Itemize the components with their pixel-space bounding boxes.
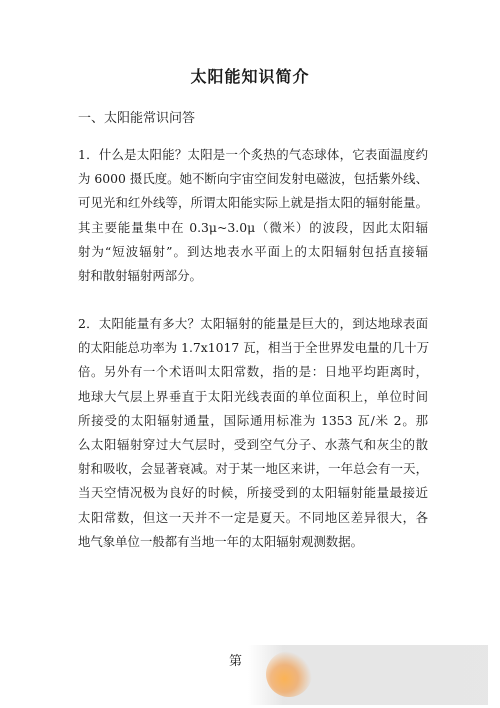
paragraph-line: 的太阳能总功率为 1.7x1017 瓦，相当于全世界发电量的几十万	[78, 340, 430, 356]
paragraph-line: 所接受的太阳辐射通量，国际通用标准为 1353 瓦/米 2。那	[78, 412, 428, 428]
paragraph-line: 倍。另外有一个术语叫太阳常数，指的是：日地平均距离时，	[78, 364, 428, 380]
document-title: 太阳能知识简介	[190, 67, 310, 86]
paragraph-line: 1．什么是太阳能？太阳是一个炙热的气态球体，它表面温度约	[78, 147, 428, 162]
paragraph-line: 地气象单位一般都有当地一年的太阳辐射观测数据。	[78, 533, 363, 549]
paragraph-line: 射为“短波辐射”。到达地表水平面上的太阳辐射包括直接辐	[78, 243, 428, 259]
paragraph-line: 为 6000 摄氏度。她不断向宇宙空间发射电磁波，包括紫外线、	[78, 171, 428, 187]
paragraph-line: 射和散射辐射两部分。	[78, 267, 202, 283]
paragraph-line: 其主要能量集中在 0.3μ~3.0μ（微米）的波段，因此太阳辐	[78, 219, 428, 235]
page-number-label: 第	[229, 654, 243, 669]
paragraph-what-is-solar-energy	[78, 143, 428, 288]
paragraph-line: 地球大气层上界垂直于太阳光线表面的单位面积上，单位时间	[78, 388, 428, 404]
paragraph-line: 2．太阳能量有多大？太阳辐射的能量是巨大的，到达地球表面	[78, 316, 428, 331]
watermark-swirl-icon	[266, 651, 312, 697]
paragraph-line: 太阳常数，但这一天并不一定是夏天。不同地区差异很大，各	[78, 509, 428, 525]
paragraph-line: 射和吸收，会显著衰减。对于某一地区来讲，一年总会有一天，	[78, 461, 428, 477]
section-heading: 一、太阳能常识问答	[78, 111, 196, 126]
paragraph-line: 可见光和红外线等，所谓太阳能实际上就是指太阳的辐射能量。	[78, 195, 428, 211]
watermark-logo	[248, 645, 488, 705]
paragraph-line: 么太阳辐射穿过大气层时，受到空气分子、水蒸气和灰尘的散	[78, 436, 428, 452]
paragraph-how-much-solar-energy	[78, 312, 428, 554]
paragraph-line: 当天空情况极为良好的时候，所接受到的太阳辐射能量最接近	[78, 485, 428, 501]
